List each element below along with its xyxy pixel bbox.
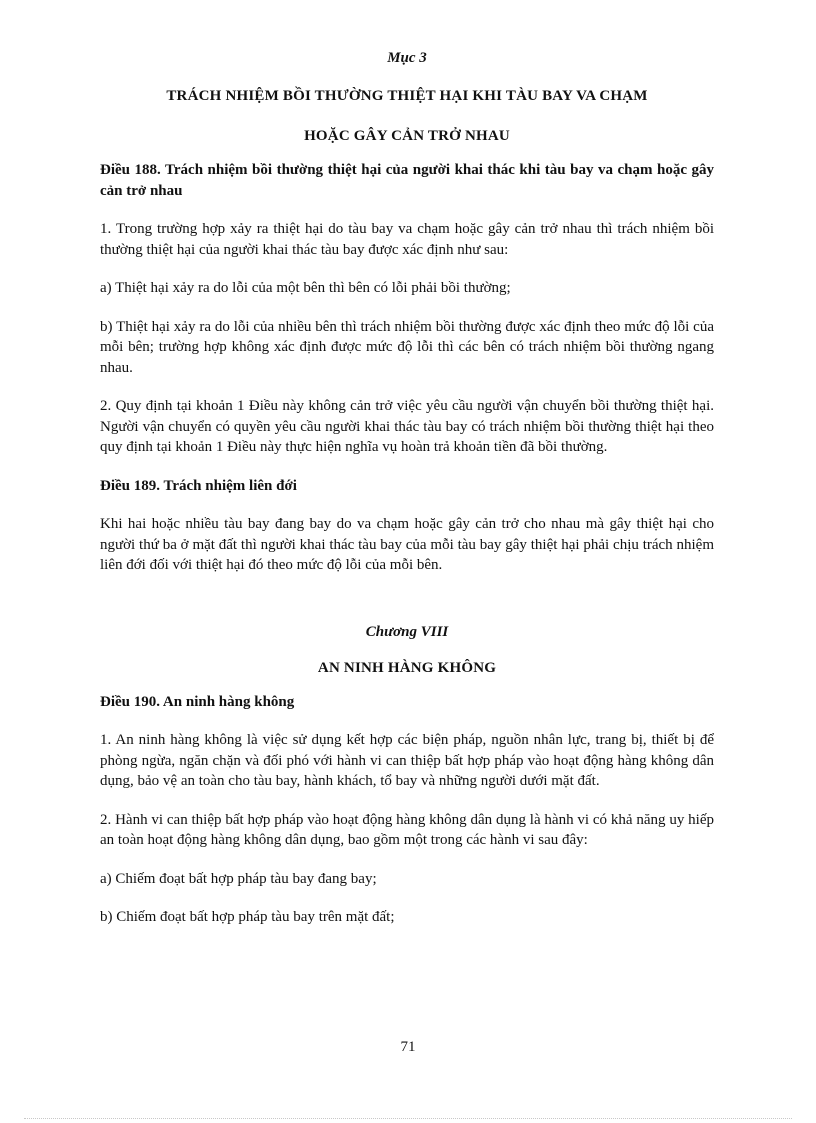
section-title-line-2: HOẶC GÂY CẢN TRỞ NHAU xyxy=(304,128,510,144)
article-188-paragraph-1: 1. Trong trường hợp xảy ra thiệt hại do tàu bay va chạm hoặc gây cản trở nhau thì trách nhiệm bồi thường thiệt hại của người khai thác tàu bay được xác định như sau: xyxy=(100,221,714,258)
section-title-line-1: TRÁCH NHIỆM BỒI THƯỜNG THIỆT HẠI KHI TÀU BAY VA CHẠM xyxy=(166,88,648,104)
article-189-heading: Điều 189. Trách nhiệm liên đới xyxy=(100,477,297,494)
page-bottom-divider xyxy=(24,1118,792,1119)
article-190-item-a: a) Chiếm đoạt bất hợp pháp tàu bay đang bay; xyxy=(100,870,377,887)
chapter-label: Chương VIII xyxy=(365,623,449,640)
document-page xyxy=(100,44,714,928)
article-190-item-b: b) Chiếm đoạt bất hợp pháp tàu bay trên mặt đất; xyxy=(100,909,395,925)
article-188-heading: Điều 188. Trách nhiệm bồi thường thiệt hại của người khai thác khi tàu bay va chạm hoặc gây cản trở nhau xyxy=(100,162,714,199)
section-label: Mục 3 xyxy=(387,50,427,66)
chapter-title: AN NINH HÀNG KHÔNG xyxy=(317,659,497,676)
page-number: 71 xyxy=(400,1039,416,1055)
article-188-item-b: b) Thiệt hại xảy ra do lỗi của nhiều bên thì trách nhiệm bồi thường được xác định theo mức độ lỗi của mỗi bên; trường hợp không xác định được mức độ lỗi thì các bên có trách nhiệm bồi thường ngang nhau. xyxy=(100,318,714,376)
article-189-paragraph-1: Khi hai hoặc nhiều tàu bay đang bay do va chạm hoặc gây cản trở cho nhau mà gây thiệt hại cho người thứ ba ở mặt đất thì người khai thác tàu bay của mỗi tàu bay gây thiệt hại phải chịu trách nhiệm liên đới đối với thiệt hại đó theo mức độ lỗi của mỗi bên. xyxy=(100,516,714,573)
article-190-paragraph-1: 1. An ninh hàng không là việc sử dụng kết hợp các biện pháp, nguồn nhân lực, trang bị, thiết bị để phòng ngừa, ngăn chặn và đối phó với hành vi can thiệp bất hợp pháp vào hoạt động hàng không dân dụng, bảo vệ an toàn cho tàu bay, hành khách, tổ bay và những người dưới mặt đất. xyxy=(100,732,714,789)
article-190-paragraph-2: 2. Hành vi can thiệp bất hợp pháp vào hoạt động hàng không dân dụng là hành vi có khả năng uy hiếp an toàn hoạt động hàng không dân dụng, bao gồm một trong các hành vi sau đây: xyxy=(100,811,714,848)
article-190-heading: Điều 190. An ninh hàng không xyxy=(100,693,295,710)
article-188-paragraph-2: 2. Quy định tại khoản 1 Điều này không cản trở việc yêu cầu người vận chuyển bồi thường thiệt hại. Người vận chuyển có quyền yêu cầu người khai thác tàu bay có trách nhiệm bồi thường thiệt hại theo quy định tại khoản 1 Điều này thực hiện nghĩa vụ hoàn trả khoản tiền đã bồi thường. xyxy=(100,398,714,455)
article-188-item-a: a) Thiệt hại xảy ra do lỗi của một bên thì bên có lỗi phải bồi thường; xyxy=(100,280,511,296)
